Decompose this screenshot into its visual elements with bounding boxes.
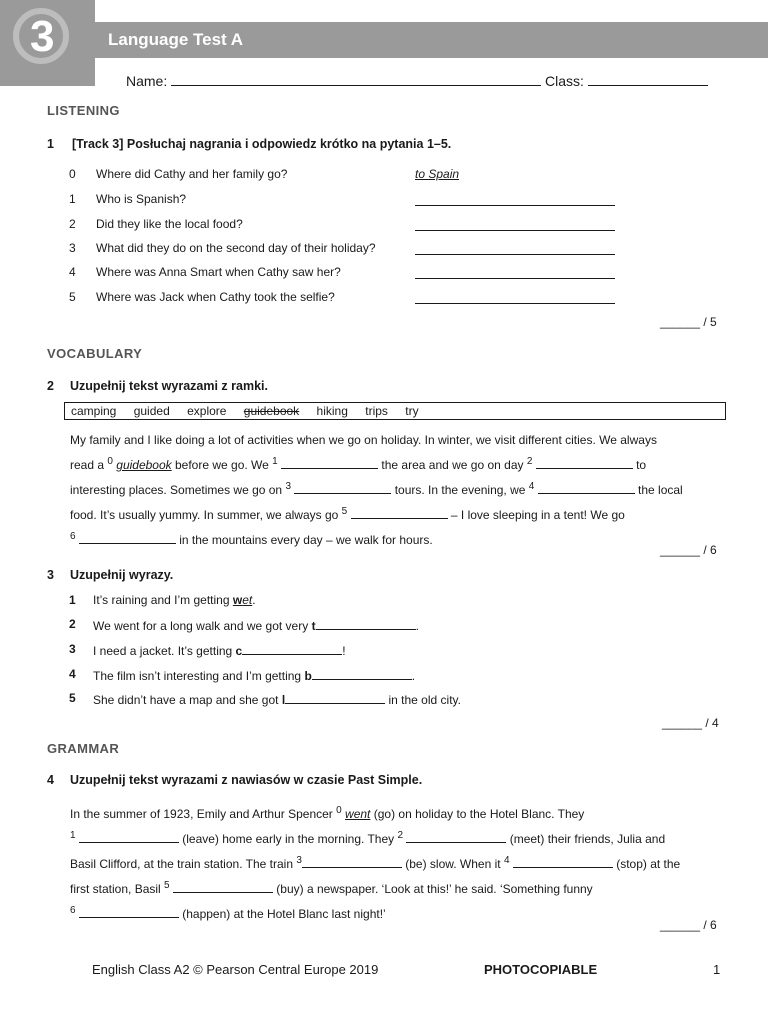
text-segment: . [252, 593, 256, 607]
text-line [70, 451, 683, 476]
first-letter: b [304, 669, 312, 683]
question-text: Where was Anna Smart when Cathy saw her? [96, 265, 341, 279]
text-segment: . [411, 669, 416, 683]
text-segment: My family and I like doing a lot of activities when we go on holiday. In winter, we visit different cities. We always [70, 433, 657, 447]
text-segment: interesting places. Sometimes we go on [70, 483, 286, 497]
question-row [69, 167, 76, 181]
gap-number: 5 [164, 880, 170, 891]
question-text: Where was Jack when Cathy took the selfie? [96, 290, 335, 304]
gap-line[interactable] [281, 456, 378, 469]
item-number: 5 [69, 691, 76, 705]
text-segment: We went for a long walk and we got very [93, 619, 312, 633]
task-1-score: ______ / 5 [660, 315, 717, 329]
name-field[interactable] [171, 73, 541, 86]
text-line [70, 875, 680, 900]
text-segment: – I love sleeping in a tent! We go [447, 508, 625, 522]
text-segment: food. It’s usually yummy. In summer, we always go [70, 508, 342, 522]
example-answer: went [345, 807, 371, 821]
text-segment: It’s raining and I’m getting [93, 593, 233, 607]
gap-number: 6 [70, 531, 76, 542]
word-box-item: guided [133, 404, 170, 418]
gap-number: 2 [397, 830, 404, 841]
word-box-item: camping [71, 404, 117, 418]
text-line [70, 501, 683, 526]
task-1-number: 1 [47, 137, 54, 151]
text-line [70, 800, 680, 825]
page-number: 1 [713, 962, 721, 977]
text-segment: (stop) at the [612, 857, 681, 871]
text-segment: (go) on holiday to the Hotel Blanc. They [370, 807, 585, 821]
task-1-instruction: [Track 3] Posłuchaj nagrania i odpowiedz krótko na pytania 1–5. [72, 137, 452, 151]
section-heading-vocabulary: VOCABULARY [47, 346, 143, 361]
gap-line[interactable] [536, 456, 633, 469]
gap-number: 4 [503, 855, 510, 866]
item-sentence [93, 667, 415, 683]
gap-number: 2 [526, 456, 533, 467]
task-3-number: 3 [47, 568, 54, 582]
item-sentence [93, 691, 461, 707]
task-4-instruction: Uzupełnij tekst wyrazami z nawiasów w czasie Past Simple. [70, 773, 423, 787]
text-segment: before we go. We [171, 458, 273, 472]
gap-line[interactable] [79, 905, 179, 918]
item-number: 4 [69, 667, 76, 681]
gap-number: 6 [70, 905, 76, 916]
word-box-item: try [405, 404, 419, 418]
question-text: Did they like the local food? [96, 217, 243, 231]
item-sentence [93, 617, 419, 633]
answer-line[interactable] [415, 291, 615, 304]
word-box-item: hiking [316, 404, 348, 418]
text-segment: She didn’t have a map and she got [93, 693, 282, 707]
item-sentence [93, 593, 256, 607]
text-line [70, 825, 680, 850]
gap-line[interactable] [302, 855, 402, 868]
item-number: 1 [69, 593, 76, 607]
text-segment: in the mountains every day – we walk for hours. [175, 533, 433, 547]
gap-line[interactable] [285, 691, 385, 704]
text-segment: (be) slow. When it [401, 857, 504, 871]
answer-line[interactable] [415, 218, 615, 231]
text-segment: to [632, 458, 647, 472]
footer-copyright: English Class A2 © Pearson Central Europe 2019 [92, 962, 379, 977]
example-answer: to Spain [415, 167, 460, 181]
gap-number: 3 [296, 855, 302, 866]
text-segment: In the summer of 1923, Emily and Arthur Spencer [70, 807, 337, 821]
text-segment: tours. In the evening, we [391, 483, 529, 497]
text-segment: The film isn’t interesting and I’m getting [93, 669, 305, 683]
gap-line[interactable] [316, 617, 416, 630]
item-number: 3 [69, 642, 76, 656]
gap-line[interactable] [242, 642, 342, 655]
text-segment: in the old city. [385, 693, 461, 707]
text-line [70, 850, 680, 875]
question-text: Where did Cathy and her family go? [96, 167, 288, 181]
text-segment: the area and we go on day [378, 458, 527, 472]
text-segment: ! [342, 644, 346, 658]
item-number: 2 [69, 617, 76, 631]
example-answer: et [242, 593, 253, 607]
section-heading-listening: LISTENING [47, 103, 120, 118]
text-segment: I need a jacket. It’s getting [93, 644, 236, 658]
word-box [64, 402, 726, 420]
gap-number: 5 [341, 506, 348, 517]
text-segment: (happen) at the Hotel Blanc last night!’ [178, 907, 386, 921]
gap-line[interactable] [513, 855, 613, 868]
question-text: What did they do on the second day of their holiday? [96, 241, 376, 255]
gap-number: 1 [272, 456, 278, 467]
task-4-score: ______ / 6 [660, 918, 717, 932]
text-segment: the local [634, 483, 683, 497]
text-line [70, 526, 683, 551]
gap-number: 4 [528, 481, 535, 492]
task-2-instruction: Uzupełnij tekst wyrazami z ramki. [70, 379, 268, 393]
text-segment: read a [70, 458, 108, 472]
gap-line[interactable] [351, 506, 448, 519]
text-segment: (meet) their friends, Julia and [506, 832, 666, 846]
gap-line[interactable] [79, 830, 179, 843]
gap-line[interactable] [79, 531, 176, 544]
answer-line[interactable] [415, 266, 615, 279]
question-number: 4 [69, 265, 76, 279]
class-field[interactable] [588, 73, 708, 86]
text-segment: first station, Basil [70, 882, 165, 896]
gap-line[interactable] [312, 667, 412, 680]
task-2-score: ______ / 6 [660, 543, 717, 557]
first-letter: c [235, 644, 243, 658]
text-segment: (buy) a newspaper. ‘Look at this!’ he said. ‘Something funny [272, 882, 593, 896]
gap-line[interactable] [538, 481, 635, 494]
item-sentence [93, 642, 346, 658]
test-title: Language Test A [108, 30, 244, 49]
text-line [70, 476, 683, 501]
section-heading-grammar: GRAMMAR [47, 741, 120, 756]
unit-badge [0, 0, 95, 86]
task-4-text [70, 800, 680, 925]
word-box-item: explore [187, 404, 227, 418]
question-number: 3 [69, 241, 76, 255]
text-segment: . [415, 619, 419, 633]
text-line [70, 430, 683, 451]
gap-number: 0 [107, 456, 113, 467]
gap-number: 1 [70, 830, 76, 841]
text-line [70, 900, 680, 925]
question-text: Who is Spanish? [96, 192, 187, 206]
footer-photocopiable: PHOTOCOPIABLE [484, 962, 598, 977]
answer-line[interactable] [415, 242, 615, 255]
task-3-score: ______ / 4 [662, 716, 719, 730]
task-2-text [70, 430, 683, 551]
question-number: 0 [69, 167, 76, 181]
question-number: 5 [69, 290, 76, 304]
word-box-item: trips [365, 404, 388, 418]
word-box-item-used: guidebook [243, 404, 300, 418]
gap-line[interactable] [406, 830, 506, 843]
text-segment: (leave) home early in the morning. They [178, 832, 398, 846]
task-2-number: 2 [47, 379, 54, 393]
text-segment: Basil Clifford, at the train station. The train [70, 857, 297, 871]
first-letter: t [311, 619, 316, 633]
gap-number: 3 [285, 481, 292, 492]
task-3-instruction: Uzupełnij wyrazy. [70, 568, 174, 582]
name-class-line [126, 73, 708, 89]
gap-line[interactable] [173, 880, 273, 893]
class-label: Class: [545, 73, 584, 89]
gap-line[interactable] [294, 481, 391, 494]
question-number: 1 [69, 192, 76, 206]
gap-number: 0 [336, 805, 342, 816]
name-label: Name: [126, 73, 168, 89]
answer-line[interactable] [415, 193, 615, 206]
first-letter: w [232, 593, 243, 607]
question-number: 2 [69, 217, 76, 231]
unit-number: 3 [30, 12, 55, 61]
task-4-number: 4 [47, 773, 54, 787]
example-answer: guidebook [116, 458, 172, 472]
first-letter: l [281, 693, 286, 707]
